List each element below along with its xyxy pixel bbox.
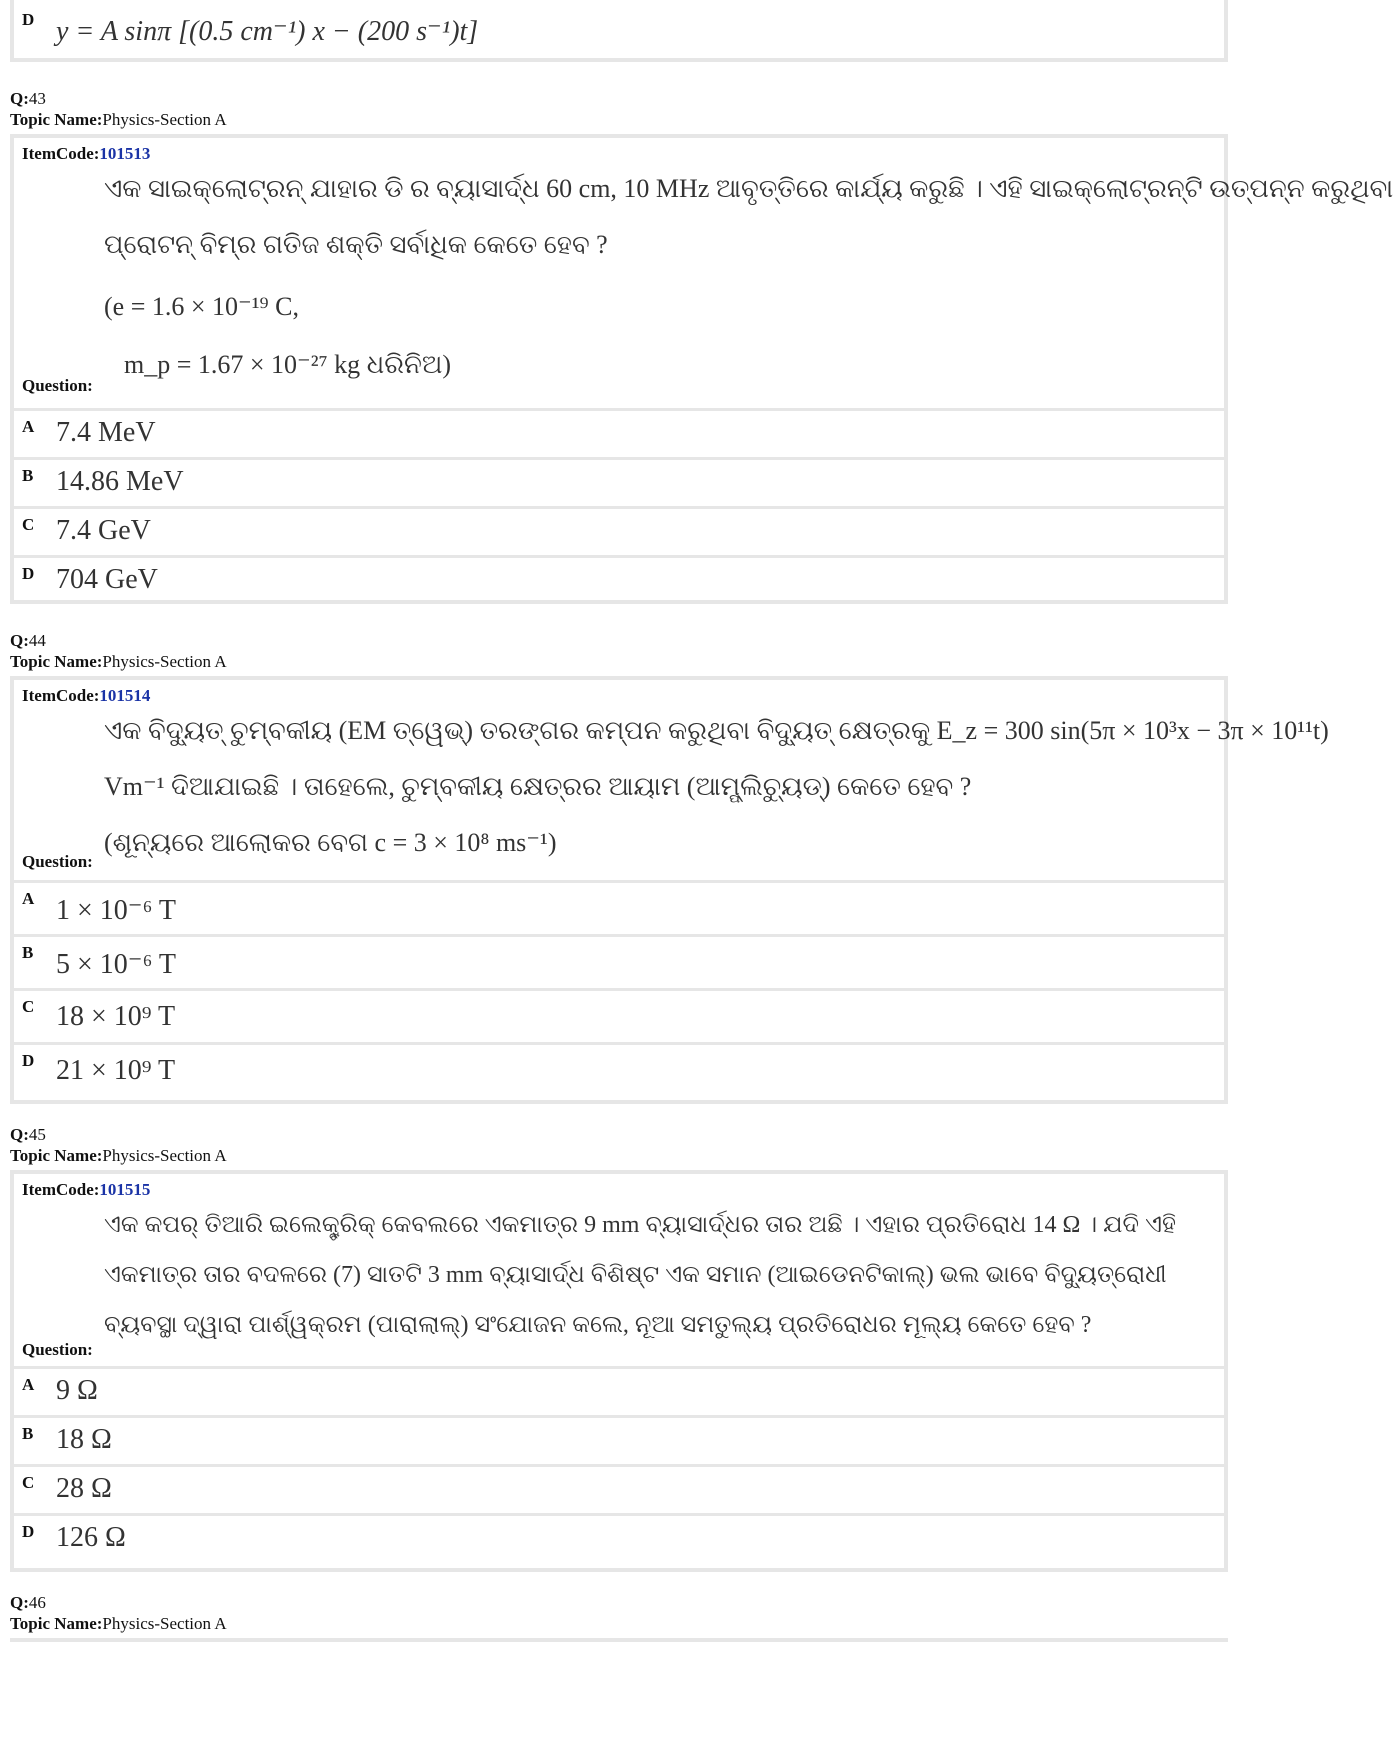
question-header — [10, 88, 227, 130]
topic-name: Physics-Section A — [102, 652, 227, 671]
question-number: 43 — [28, 89, 46, 108]
option-letter: B — [22, 466, 34, 485]
option-value: 21 × 10⁹ T — [56, 1055, 176, 1086]
option-letter: A — [22, 889, 35, 908]
question-card-44 — [10, 676, 1329, 1104]
question-line: ଏକ ବିଦ୍ୟୁତ୍ ଚୁମ୍ବକୀୟ (EM ତ୍ୱେଭ୍) ତରଙ୍ଗର କମ୍ପନ କରୁଥିବା ବିଦ୍ୟୁତ୍ କ୍ଷେତ୍ରକୁ E_z = 300 sin(5π × 10³x − 3π × 10¹¹t) — [104, 716, 1329, 745]
option-value: 5 × 10⁻⁶ T — [56, 949, 176, 980]
topic-label: Topic Name: — [10, 1614, 103, 1633]
question-body — [14, 680, 1329, 883]
q-prefix: Q: — [10, 1125, 29, 1144]
item-code-label: ItemCode: — [22, 1180, 100, 1199]
topic-label: Topic Name: — [10, 1146, 103, 1165]
option-value: 7.4 GeV — [56, 515, 151, 546]
option-b[interactable] — [14, 460, 1224, 509]
option-value: 28 Ω — [56, 1473, 112, 1504]
option-value: 14.86 MeV — [56, 466, 184, 497]
option-a[interactable] — [14, 883, 1224, 937]
question-line: ଏକ କପର୍ ତିଆରି ଇଲେକ୍ଟ୍ରିକ୍ କେବଲରେ ଏକମାତ୍ର 9 mm ବ୍ୟାସାର୍ଦ୍ଧର ତାର ଅଛି । ଏହାର ପ୍ରତିରୋଧ 14 Ω । ଯଦି ଏହି — [104, 1212, 1176, 1238]
question-label: Question: — [22, 1340, 93, 1359]
option-value: 18 Ω — [56, 1424, 112, 1455]
question-line: (ଶୂନ୍ୟରେ ଆଲୋକର ବେଗ c = 3 × 10⁸ ms⁻¹) — [104, 828, 557, 857]
option-letter: A — [22, 1375, 35, 1394]
topic-name: Physics-Section A — [102, 110, 227, 129]
item-code-label: ItemCode: — [22, 144, 100, 163]
option-value: 126 Ω — [56, 1522, 126, 1553]
option-letter: C — [22, 997, 35, 1016]
item-code-label: ItemCode: — [22, 686, 100, 705]
question-header — [10, 1592, 227, 1634]
q-prefix: Q: — [10, 89, 29, 108]
question-card-43 — [10, 134, 1393, 604]
question-line: ଏକ ସାଇକ୍ଲୋଟ୍ରନ୍ ଯାହାର ଡି ର ବ୍ୟାସାର୍ଦ୍ଧ 60 cm, 10 MHz ଆବୃତ୍ତିରେ କାର୍ଯ୍ୟ କରୁଛି । ଏହି ସାଇକ୍ଲୋଟ୍ରନ୍‌ଟି ଉତ୍ପନ୍ନ କରୁଥିବା — [104, 174, 1393, 203]
question-number: 44 — [28, 631, 46, 650]
option-a[interactable] — [14, 1369, 1224, 1418]
item-code-value: 101513 — [99, 144, 151, 163]
question-number: 46 — [28, 1593, 46, 1612]
option-letter: A — [22, 417, 35, 436]
question-line: Vm⁻¹ ଦିଆଯାଇଛି । ତାହେଲେ, ଚୁମ୍ବକୀୟ କ୍ଷେତ୍ରର ଆୟାମ (ଆମ୍ପ୍ଲିଚ୍ୟୁଡ୍) କେତେ ହେବ ? — [104, 772, 972, 801]
question-text — [104, 164, 1393, 390]
option-letter: D — [22, 1522, 35, 1541]
item-code — [22, 686, 150, 706]
option-c[interactable] — [14, 1467, 1224, 1516]
question-text — [104, 706, 1329, 868]
option-letter: D — [22, 1051, 35, 1070]
option-letter: B — [22, 1424, 34, 1443]
option-letter: D — [22, 564, 35, 583]
option-c[interactable] — [14, 991, 1224, 1045]
question-line: m_p = 1.67 × 10⁻²⁷ kg ଧରିନିଅ) — [124, 350, 452, 379]
option-b[interactable] — [14, 1418, 1224, 1467]
question-label: Question: — [22, 376, 93, 395]
option-value: 1 × 10⁻⁶ T — [56, 895, 176, 926]
option-value: 18 × 10⁹ T — [56, 1001, 176, 1032]
question-card-45 — [10, 1170, 1228, 1572]
item-code — [22, 144, 150, 164]
topic-label: Topic Name: — [10, 652, 103, 671]
question-body — [14, 1174, 1224, 1369]
option-letter: B — [22, 943, 34, 962]
card-top-border — [10, 1638, 1228, 1642]
option-letter: D — [22, 10, 35, 29]
option-value: 9 Ω — [56, 1375, 98, 1406]
option-value: y = A sinπ [(0.5 cm⁻¹) x − (200 s⁻¹)t] — [56, 16, 479, 47]
q-prefix: Q: — [10, 631, 29, 650]
question-label: Question: — [22, 852, 93, 871]
option-c[interactable] — [14, 509, 1224, 558]
option-letter: C — [22, 515, 35, 534]
topic-name: Physics-Section A — [102, 1614, 227, 1633]
question-line: ପ୍ରୋଟନ୍ ବିମ୍‌ର ଗତିଜ ଶକ୍ତି ସର୍ବାଧିକ କେତେ ହେବ ? — [104, 230, 608, 259]
question-header — [10, 1124, 227, 1166]
topic-name: Physics-Section A — [102, 1146, 227, 1165]
q-prefix: Q: — [10, 1593, 29, 1612]
question-line: (e = 1.6 × 10⁻¹⁹ C, — [104, 292, 299, 321]
option-value: 7.4 MeV — [56, 417, 156, 448]
option-row[interactable] — [14, 0, 1224, 58]
item-code-value: 101515 — [99, 1180, 151, 1199]
question-header — [10, 630, 227, 672]
question-line: ବ୍ୟବସ୍ଥା ଦ୍ୱାରା ପାର୍ଶ୍ୱକ୍ରମ (ପାରାଲାଲ୍) ସଂଯୋଜନ କଲେ, ନୂଆ ସମତୁଲ୍ୟ ପ୍ରତିରୋଧର ମୂଲ୍ୟ କେତେ ହେବ ? — [104, 1312, 1092, 1338]
item-code — [22, 1180, 150, 1200]
option-b[interactable] — [14, 937, 1224, 991]
question-line: ଏକମାତ୍ର ତାର ବଦଳରେ (7) ସାତଟି 3 mm ବ୍ୟାସାର୍ଦ୍ଧ ବିଶିଷ୍ଟ ଏକ ସମାନ (ଆଇଡେନଟିକାଲ୍) ଭଲ ଭାବେ ବିଦ୍ୟୁତ୍‌ରୋଧୀ — [104, 1262, 1167, 1288]
prev-question-card — [10, 0, 1228, 62]
option-letter: C — [22, 1473, 35, 1492]
option-value: 704 GeV — [56, 564, 158, 595]
option-d[interactable] — [14, 558, 1224, 604]
topic-label: Topic Name: — [10, 110, 103, 129]
item-code-value: 101514 — [99, 686, 151, 705]
option-d[interactable] — [14, 1045, 1224, 1096]
option-a[interactable] — [14, 411, 1224, 460]
question-text — [104, 1200, 1214, 1350]
question-number: 45 — [28, 1125, 46, 1144]
option-d[interactable] — [14, 1516, 1224, 1562]
question-body — [14, 138, 1393, 411]
